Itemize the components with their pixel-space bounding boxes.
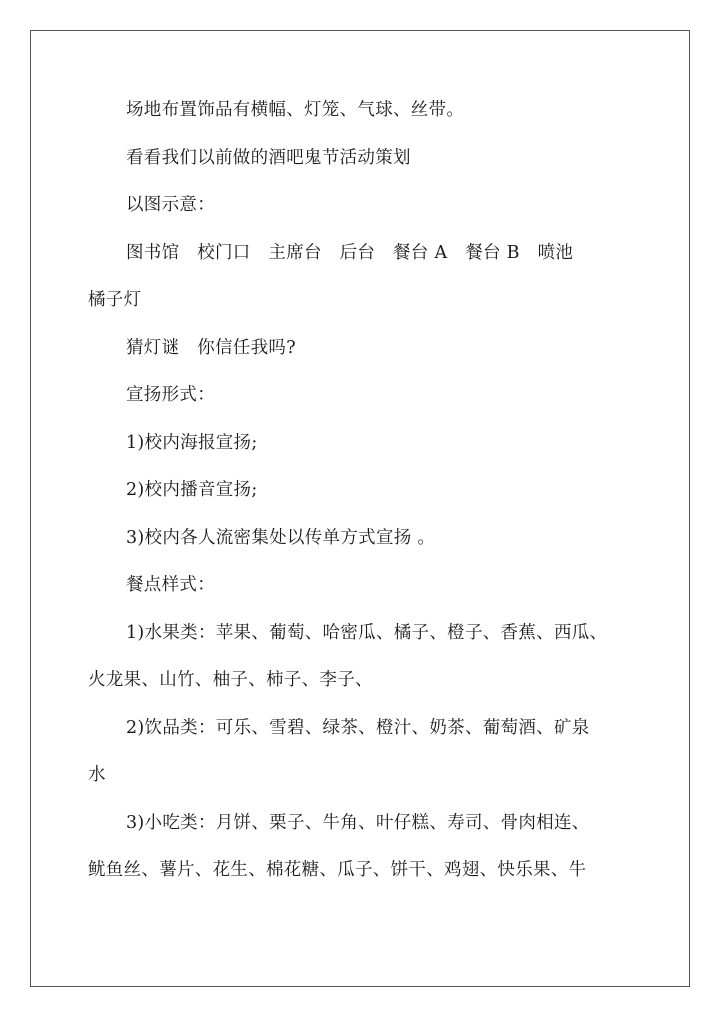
- page-border: [30, 30, 690, 987]
- paragraph-activities: 猜灯谜 你信任我吗?: [126, 338, 296, 358]
- list-item-flyers: 3)校内各人流密集处以传单方式宣扬 。: [126, 528, 436, 548]
- heading-promotion-forms: 宣扬形式：: [126, 385, 215, 405]
- list-item-snacks-line2: 鱿鱼丝、薯片、花生、棉花糖、瓜子、饼干、鸡翅、快乐果、牛: [88, 860, 587, 880]
- list-item-fruits-line2: 火龙果、山竹、柚子、柿子、李子、: [88, 670, 373, 690]
- paragraph-decoration-items: 场地布置饰品有横幅、灯笼、气球、丝带。: [126, 100, 465, 120]
- paragraph-locations-line1: 图书馆 校门口 主席台 后台 餐台 A 餐台 B 喷池: [126, 243, 574, 263]
- paragraph-diagram-intro: 以图示意：: [126, 195, 215, 215]
- heading-food-styles: 餐点样式：: [126, 575, 215, 595]
- list-item-fruits-line1: 1)水果类：苹果、葡萄、哈密瓜、橘子、橙子、香蕉、西瓜、: [126, 623, 608, 643]
- list-item-poster: 1)校内海报宣扬;: [126, 433, 258, 453]
- paragraph-locations-line2: 橘子灯: [88, 290, 142, 310]
- list-item-drinks-line1: 2)饮品类：可乐、雪碧、绿茶、橙汁、奶茶、葡萄酒、矿泉: [126, 718, 590, 738]
- paragraph-past-plan: 看看我们以前做的酒吧鬼节活动策划: [126, 148, 411, 168]
- list-item-broadcast: 2)校内播音宣扬;: [126, 480, 258, 500]
- list-item-drinks-line2: 水: [88, 765, 106, 785]
- list-item-snacks-line1: 3)小吃类：月饼、栗子、牛角、叶仔糕、寿司、骨肉相连、: [126, 813, 590, 833]
